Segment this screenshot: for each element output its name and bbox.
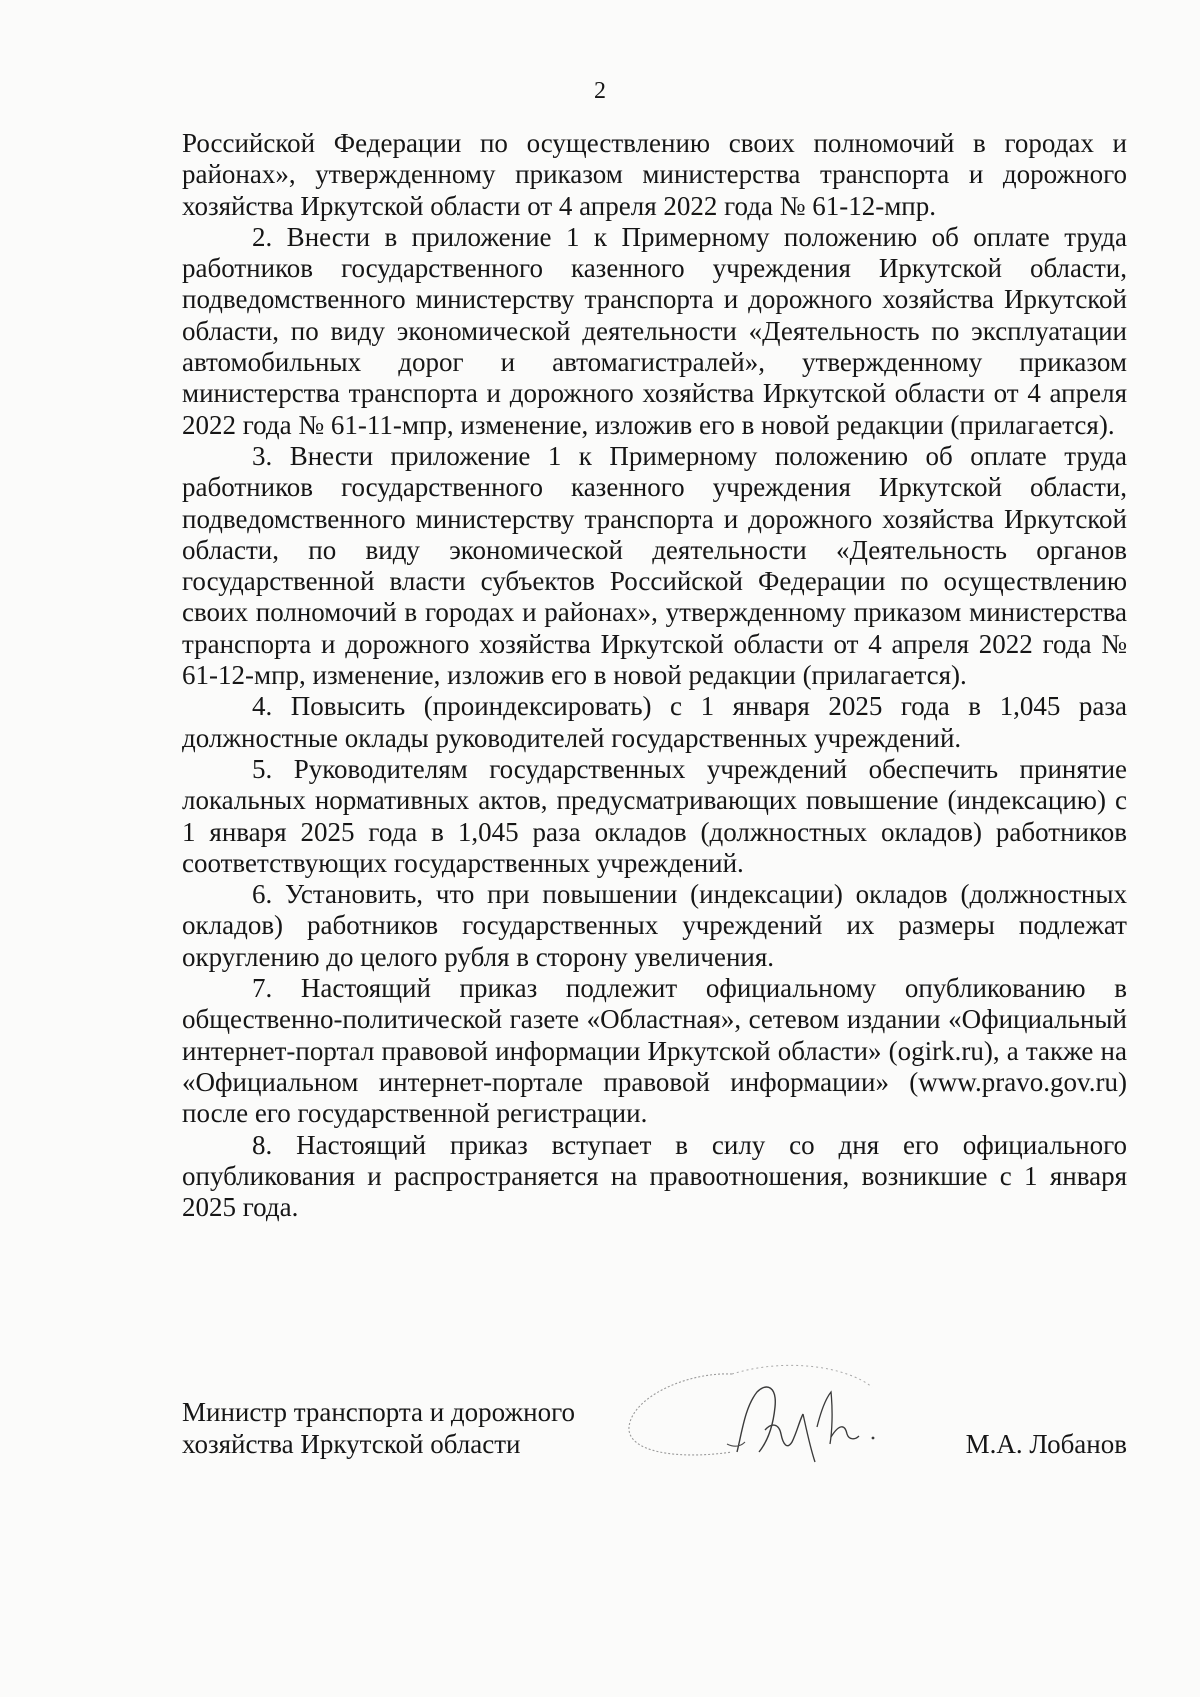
- paragraph-item-5: 5. Руководителям государственных учреждений обеспечить принятие локальных нормативных актов, предусматривающих повышение (индексацию) с 1 января 2025 года в 1,045 раза окладов (должностных окладов) работников соответствующих государственных учреждений.: [182, 753, 1127, 878]
- document-body: [182, 128, 1127, 1223]
- paragraph-item-8: 8. Настоящий приказ вступает в силу со дня его официального опубликования и распространяется на правоотношения, возникшие с 1 января 2025 года.: [182, 1129, 1127, 1223]
- paragraph-item-4: 4. Повысить (проиндексировать) с 1 января 2025 года в 1,045 раза должностные оклады руководителей государственных учреждений.: [182, 691, 1127, 753]
- signer-name: М.А. Лобанов: [965, 1429, 1127, 1459]
- signer-title-line-2: хозяйства Иркутской области: [182, 1428, 521, 1459]
- paragraph-item-2: 2. Внести в приложение 1 к Примерному положению об оплате труда работников государственного казенного учреждения Иркутской области, подведомственного министерству транспорта и дорожного хозяйства Иркутской области, по виду экономической деятельности «Деятельность по эксплуатации автомобильных дорог и автомагистралей», утвержденному приказом министерства транспорта и дорожного хозяйства Иркутской области от 4 апреля 2022 года № 61-11-мпр, изменение, изложив его в новой редакции (прилагается).: [182, 221, 1127, 440]
- handwritten-signature: [617, 1352, 917, 1502]
- paragraph-item-3: 3. Внести приложение 1 к Примерному положению об оплате труда работников государственного казенного учреждения Иркутской области, подведомственного министерству транспорта и дорожного хозяйства Иркутской области, по виду экономической деятельности «Деятельность органов государственной власти субъектов Российской Федерации по осуществлению своих полномочий в городах и районах», утвержденному приказом министерства транспорта и дорожного хозяйства Иркутской области от 4 апреля 2022 года № 61-12-мпр, изменение, изложив его в новой редакции (прилагается).: [182, 440, 1127, 691]
- signer-title-line-1: Министр транспорта и дорожного: [182, 1397, 575, 1427]
- signer-title: [182, 1397, 575, 1460]
- signature-block: [182, 1397, 1127, 1507]
- paragraph-item-7: 7. Настоящий приказ подлежит официальному опубликованию в общественно-политической газете «Областная», сетевом издании «Официальный интернет-портал правовой информации Иркутской области» (ogirk.ru), а также на «Официальном интернет-портале правовой информации» (www.pravo.gov.ru) после его государственной регистрации.: [182, 973, 1127, 1129]
- paragraph-item-6: 6. Установить, что при повышении (индексации) окладов (должностных окладов) работников государственных учреждений их размеры подлежат округлению до целого рубля в сторону увеличения.: [182, 879, 1127, 972]
- page-number: 2: [594, 78, 606, 104]
- paragraph-continuation: Российской Федерации по осуществлению своих полномочий в городах и районах», утвержденному приказом министерства транспорта и дорожного хозяйства Иркутской области от 4 апреля 2022 года № 61-12-мпр.: [182, 128, 1127, 221]
